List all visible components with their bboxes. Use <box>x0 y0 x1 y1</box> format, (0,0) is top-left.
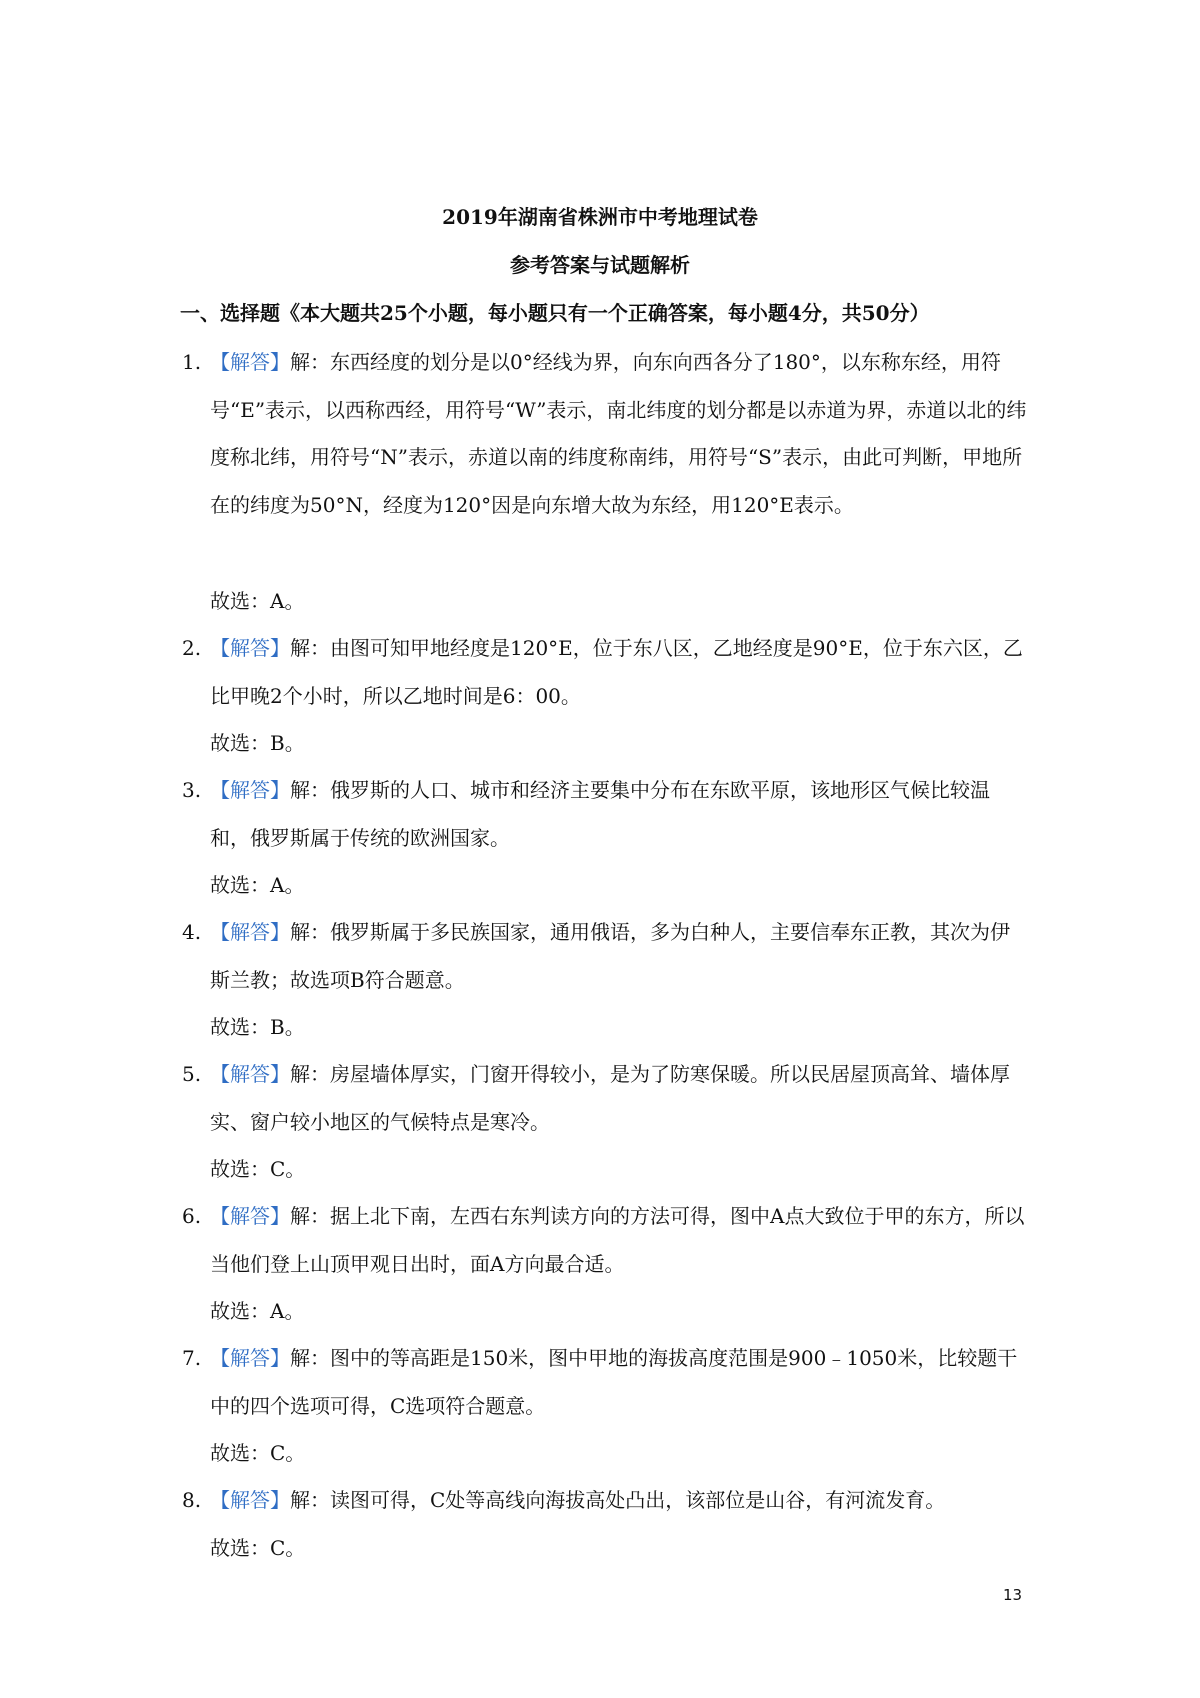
question-number: 8. <box>182 1488 202 1512</box>
explanation-text: 解：东西经度的划分是以0°经线为界，向东向西各分了180°，以东称东经，用符号“E”表示，以西称西经，用符号“W”表示，南北纬度的划分都是以赤道为界，赤道以北的纬度称北纬，用符号“N”表示，赤道以南的纬度称南纬，用符号“S”表示，由此可判断，甲地所在的纬度为50°N，经度为120°因是向东增大故为东经，用120°E表示。 <box>210 350 1027 517</box>
answer-choice-4: 故选：B。 <box>210 1015 305 1039</box>
question-number: 1. <box>182 350 202 374</box>
question-item-8 <box>182 1477 1028 1525</box>
question-item-5 <box>182 1051 1028 1146</box>
question-number: 6. <box>182 1204 202 1228</box>
question-number: 4. <box>182 920 202 944</box>
explanation-text: 解：俄罗斯属于多民族国家，通用俄语，多为白种人，主要信奉东正教，其次为伊斯兰教；故选项B符合题意。 <box>210 920 1010 992</box>
answer-choice-7: 故选：C。 <box>210 1441 306 1465</box>
question-number: 5. <box>182 1062 202 1086</box>
explanation-text: 解：俄罗斯的人口、城市和经济主要集中分布在东欧平原，该地形区气候比较温和，俄罗斯属于传统的欧洲国家。 <box>210 778 990 850</box>
answer-choice-6: 故选：A。 <box>210 1299 305 1323</box>
page-number: 13 <box>1003 1586 1023 1604</box>
answer-tag: 【解答】 <box>210 1062 290 1086</box>
answer-tag: 【解答】 <box>210 1204 290 1228</box>
question-item-3 <box>182 767 1028 862</box>
question-item-4 <box>182 909 1028 1004</box>
question-item-1 <box>182 339 1028 529</box>
section-heading: 一、选择题《本大题共25个小题，每小题只有一个正确答案，每小题4分，共50分） <box>180 301 930 325</box>
answer-tag: 【解答】 <box>210 1488 290 1512</box>
answer-choice-3: 故选：A。 <box>210 873 305 897</box>
answer-choice-2: 故选：B。 <box>210 731 305 755</box>
explanation-text: 解：读图可得，C处等高线向海拔高处凸出，该部位是山谷，有河流发育。 <box>290 1488 946 1512</box>
question-number: 2. <box>182 636 202 660</box>
explanation-text: 解：房屋墙体厚实，门窗开得较小，是为了防寒保暖。所以民居屋顶高耸、墙体厚实、窗户较小地区的气候特点是寒冷。 <box>210 1062 1010 1134</box>
answer-tag: 【解答】 <box>210 350 290 374</box>
explanation-text: 解：图中的等高距是150米，图中甲地的海拔高度范围是900﹣1050米，比较题干中的四个选项可得，C选项符合题意。 <box>210 1346 1018 1418</box>
page-title: 2019年湖南省株洲市中考地理试卷 <box>442 205 758 229</box>
question-item-2 <box>182 625 1028 720</box>
question-item-7 <box>182 1335 1028 1430</box>
question-number: 7. <box>182 1346 202 1370</box>
answer-tag: 【解答】 <box>210 920 290 944</box>
answer-tag: 【解答】 <box>210 636 290 660</box>
answer-choice-5: 故选：C。 <box>210 1157 306 1181</box>
answer-tag: 【解答】 <box>210 778 290 802</box>
question-number: 3. <box>182 778 202 802</box>
answer-tag: 【解答】 <box>210 1346 290 1370</box>
page-subtitle: 参考答案与试题解析 <box>510 253 690 277</box>
explanation-text: 解：据上北下南，左西右东判读方向的方法可得，图中A点大致位于甲的东方，所以当他们登上山顶甲观日出时，面A方向最合适。 <box>210 1204 1025 1276</box>
question-item-6 <box>182 1193 1028 1288</box>
answer-choice-8: 故选：C。 <box>210 1536 306 1560</box>
answer-choice-1: 故选：A。 <box>210 589 305 613</box>
explanation-text: 解：由图可知甲地经度是120°E，位于东八区，乙地经度是90°E，位于东六区，乙比甲晚2个小时，所以乙地时间是6：00。 <box>210 636 1023 708</box>
